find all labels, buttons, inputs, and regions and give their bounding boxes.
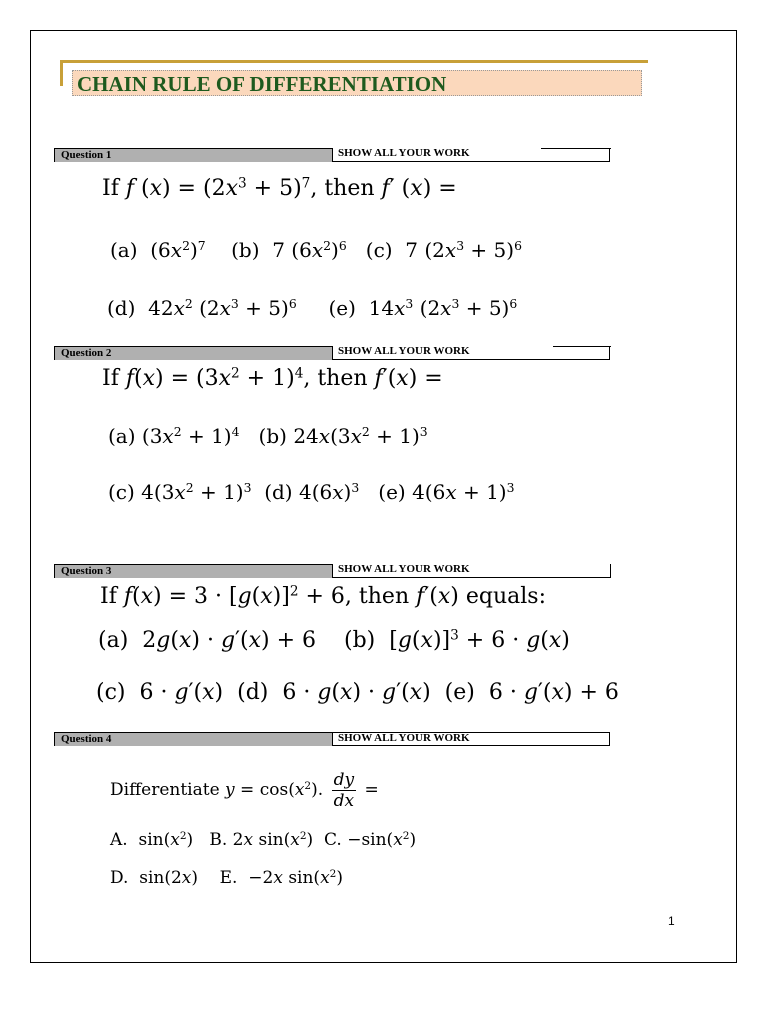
question-3-label-bar xyxy=(54,564,332,578)
question-2-stem: If $f(x) = (3x^2 + 1)^4$, then f′(x) = xyxy=(102,365,443,391)
question-2-label: Question 2 xyxy=(61,347,112,359)
question-1-stem: If f $(x) = (2x^3 + 5)^7$, then f′ (x) = xyxy=(102,175,457,201)
question-2-options-row-2: (c) $4(3x^2 + 1)^3$ (d) $4(6x)^3$ (e) $4(6x + 1)^3$ xyxy=(108,480,515,504)
question-2-header xyxy=(54,346,610,360)
question-1-options-row-2: (d) $42x^2$ $(2x^3 + 5)^6$ (e) $14x^3$ $(2x^3 + 5)^6$ xyxy=(107,296,518,320)
rule xyxy=(541,148,611,149)
derivative-fraction: $\frac{dy}{dx}$ xyxy=(333,770,355,811)
title-banner xyxy=(60,60,648,100)
question-1-options-row-1: (a) $(6x^2)^7$ (b) 7 $(6x^2)^6$ (c) 7 $(2x^3 + 5)^6$ xyxy=(110,238,522,262)
question-3-options-row-1: (a) 2g(x) · g′(x) + 6 (b) $[g(x)]^3 + 6 \cdot g(x)$ xyxy=(98,627,570,653)
question-4-label: Question 4 xyxy=(61,733,112,745)
question-4-stem: Differentiate $y = \cos(x^2)$. $\frac{dy}{dx}$ = xyxy=(110,770,379,811)
question-3-label: Question 3 xyxy=(61,565,112,577)
question-1-label: Question 1 xyxy=(61,149,112,161)
title-corner xyxy=(60,60,63,86)
question-1-label-bar xyxy=(54,148,332,162)
title-rule xyxy=(60,60,648,63)
question-1-header xyxy=(54,148,610,162)
question-3-show-work: SHOW ALL YOUR WORK xyxy=(338,563,470,575)
question-4-label-bar xyxy=(54,732,332,746)
question-2-show-work: SHOW ALL YOUR WORK xyxy=(338,345,470,357)
question-2-work-box xyxy=(332,346,610,360)
rule xyxy=(553,346,611,347)
question-4-work-box xyxy=(332,732,610,746)
page-title: CHAIN RULE OF DIFFERENTIATION xyxy=(77,72,447,96)
question-3-stem: If $f(x) = 3 \cdot [g(x)]^2 + 6$, then f′(x) equals: xyxy=(100,583,546,609)
question-4-options-row-2: D. sin(2x) E. −2x $\sin(x^2)$ xyxy=(110,868,344,888)
question-3-work-box xyxy=(332,564,610,578)
rule xyxy=(601,564,611,578)
question-4-show-work: SHOW ALL YOUR WORK xyxy=(338,732,470,744)
question-2-label-bar xyxy=(54,346,332,360)
title-box xyxy=(72,70,642,96)
question-3-options-row-2: (c) 6 · g′(x) (d) 6 · g(x) · g′(x) (e) 6 · g′(x) + 6 xyxy=(96,680,619,705)
question-2-options-row-1: (a) $(3x^2 + 1)^4$ (b) $24x(3x^2 + 1)^3$ xyxy=(108,424,428,448)
question-1-work-box xyxy=(332,148,610,162)
page-number: 1 xyxy=(668,914,675,928)
question-4-header xyxy=(54,732,610,746)
question-4-options-row-1: A. $\sin(x^2)$ B. 2x $\sin(x^2)$ C. $-\sin(x^2)$ xyxy=(110,830,417,850)
question-3-header xyxy=(54,564,610,578)
question-1-show-work: SHOW ALL YOUR WORK xyxy=(338,147,470,159)
